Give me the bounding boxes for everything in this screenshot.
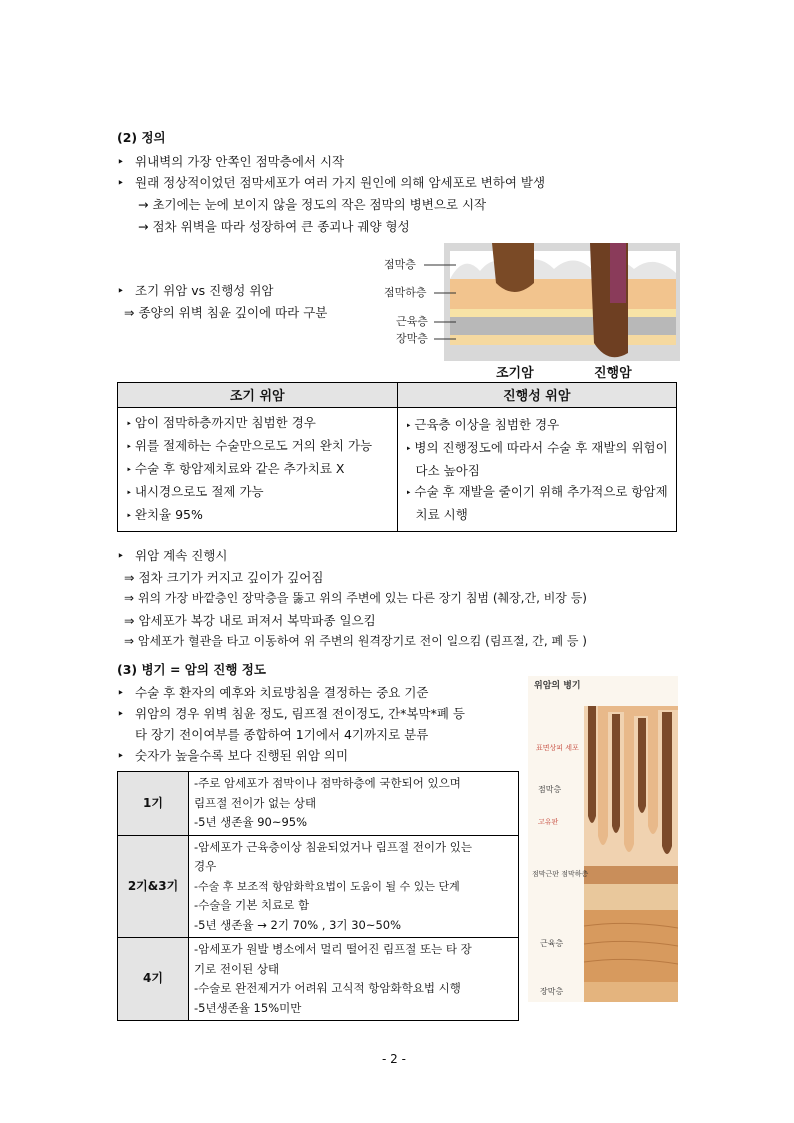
progression-result-1: ⇒ 점차 크기가 커지고 깊이가 깊어짐: [124, 570, 324, 585]
caption-early-cancer: 조기암: [496, 366, 534, 381]
definition-arrow-1: → 초기에는 눈에 보이지 않을 정도의 작은 점막의 병변으로 시작: [138, 197, 487, 212]
label-lamina-propria: 고유판: [538, 818, 559, 826]
advanced-item: ‣ 근육층 이상을 침범한 경우: [404, 414, 671, 437]
page-number: - 2 -: [382, 1052, 406, 1066]
stage-line: -5년 생존율 90~95%: [194, 815, 308, 829]
stage-row: [118, 772, 519, 836]
label-muscle-layer: 근육층: [540, 939, 564, 948]
progression-result-3: ⇒ 암세포가 복강 내로 퍼져서 복막파종 일으킴: [124, 613, 376, 628]
stage-line: 경우: [194, 859, 217, 873]
early-cancer-cell: [118, 408, 398, 532]
early-item: ‣ 암이 점막하층까지만 침범한 경우: [124, 412, 391, 435]
stage-line: -수술로 완전제거가 어려워 고식적 항암화학요법 시행: [194, 981, 461, 995]
section-2-heading: (2) 정의: [117, 130, 166, 145]
stage-table: [117, 771, 519, 1021]
progression-result-2: ⇒ 위의 가장 바깥층인 장막층을 뚫고 위의 주변에 있는 다른 장기 침범 (췌장,간, 비장 등): [124, 591, 587, 605]
header-advanced-gastric-cancer: 진행성 위암: [397, 383, 677, 408]
label-muscularis-submucosa: 점막근판 점막하층: [532, 870, 589, 878]
caption-advanced-cancer: 진행암: [594, 366, 632, 381]
stage-line: -암세포가 원발 병소에서 멀리 떨어진 림프절 또는 타 장: [194, 942, 472, 956]
gastric-cancer-stage-figure: [528, 676, 678, 1002]
early-vs-advanced-bullet: ‣ 조기 위암 vs 진행성 위암: [117, 281, 273, 299]
stage-label: 4기: [118, 938, 189, 1021]
layer-label-submucosa: 점막하층: [384, 286, 427, 299]
definition-bullet-1: ‣ 위내벽의 가장 안쪽인 점막층에서 시작: [117, 152, 344, 170]
staging-bullet-3: ‣ 숫자가 높을수록 보다 진행된 위암 의미: [117, 746, 348, 764]
stage-description: [189, 938, 519, 1021]
label-mucosa: 점막층: [538, 785, 562, 794]
early-item: ‣ 내시경으로도 절제 가능: [124, 481, 391, 504]
progression-bullet: ‣ 위암 계속 진행시: [117, 546, 227, 564]
layer-label-mucosa: 점막층: [384, 258, 416, 271]
definition-arrow-2: → 점차 위벽을 따라 성장하여 큰 종괴나 궤양 형성: [138, 219, 410, 234]
stage-label: 1기: [118, 772, 189, 836]
stage-line: -수술을 기본 치료로 함: [194, 898, 310, 912]
advanced-item: ‣ 병의 진행정도에 따라서 수술 후 재발의 위험이 다소 높아짐: [404, 437, 671, 481]
early-item: ‣ 수술 후 항암제치료와 같은 추가치료 X: [124, 458, 391, 481]
stage-line: -암세포가 근육층이상 침윤되었거나 림프절 전이가 있는: [194, 839, 472, 854]
staging-bullet-2-cont: 타 장기 전이여부를 종합하여 1기에서 4기까지로 분류: [135, 727, 429, 742]
header-early-gastric-cancer: 조기 위암: [118, 383, 398, 408]
stage-label: 2기&3기: [118, 835, 189, 938]
staging-bullet-1: ‣ 수술 후 환자의 예후와 치료방침을 결정하는 중요 기준: [117, 683, 428, 701]
label-serosa: 장막층: [540, 987, 564, 996]
stage-row: [118, 938, 519, 1021]
layer-label-muscle: 근육층: [396, 315, 428, 328]
stage-line: -5년생존율 15%미만: [194, 1000, 302, 1015]
early-vs-advanced-table: [117, 382, 677, 532]
stage-description: [189, 835, 519, 938]
stomach-wall-layers-figure: [384, 243, 680, 383]
advanced-item: ‣ 수술 후 재발을 줄이기 위해 추가적으로 항암제 치료 시행: [404, 481, 671, 525]
stage-line: 림프절 전이가 없는 상태: [194, 795, 317, 810]
stage-line: -주로 암세포가 점막이나 점막하층에 국한되어 있으며: [194, 776, 461, 790]
layer-label-serosa: 장막층: [396, 332, 428, 345]
stage-line: 기로 전이된 상태: [194, 961, 280, 976]
figure-title: 위암의 병기: [534, 681, 581, 691]
label-surface-epithelium: 표면상피 세포: [536, 744, 579, 752]
early-item: ‣ 위를 절제하는 수술만으로도 거의 완치 가능: [124, 435, 391, 458]
stage-row: [118, 835, 519, 938]
stage-line: -수술 후 보조적 항암화학요법이 도움이 될 수 있는 단계: [194, 879, 460, 893]
progression-result-4: ⇒ 암세포가 혈관을 타고 이동하여 위 주변의 원격장기로 전이 일으킴 (림프절, 간, 폐 등 ): [124, 634, 587, 648]
staging-bullet-2: ‣ 위암의 경우 위벽 침윤 정도, 림프절 전이정도, 간*복막*폐 등: [117, 704, 465, 722]
section-3-heading: (3) 병기 = 암의 진행 정도: [117, 662, 266, 677]
early-item: ‣ 완치율 95%: [124, 504, 391, 527]
stage-description: [189, 772, 519, 836]
advanced-cancer-cell: [397, 408, 677, 532]
stage-line: -5년 생존율 → 2기 70% , 3기 30~50%: [194, 917, 402, 932]
definition-bullet-2: ‣ 원래 정상적이었던 점막세포가 여러 가지 원인에 의해 암세포로 변하여 발생: [117, 173, 545, 191]
early-vs-advanced-note: ⇒ 종양의 위벽 침윤 깊이에 따라 구분: [124, 305, 328, 320]
